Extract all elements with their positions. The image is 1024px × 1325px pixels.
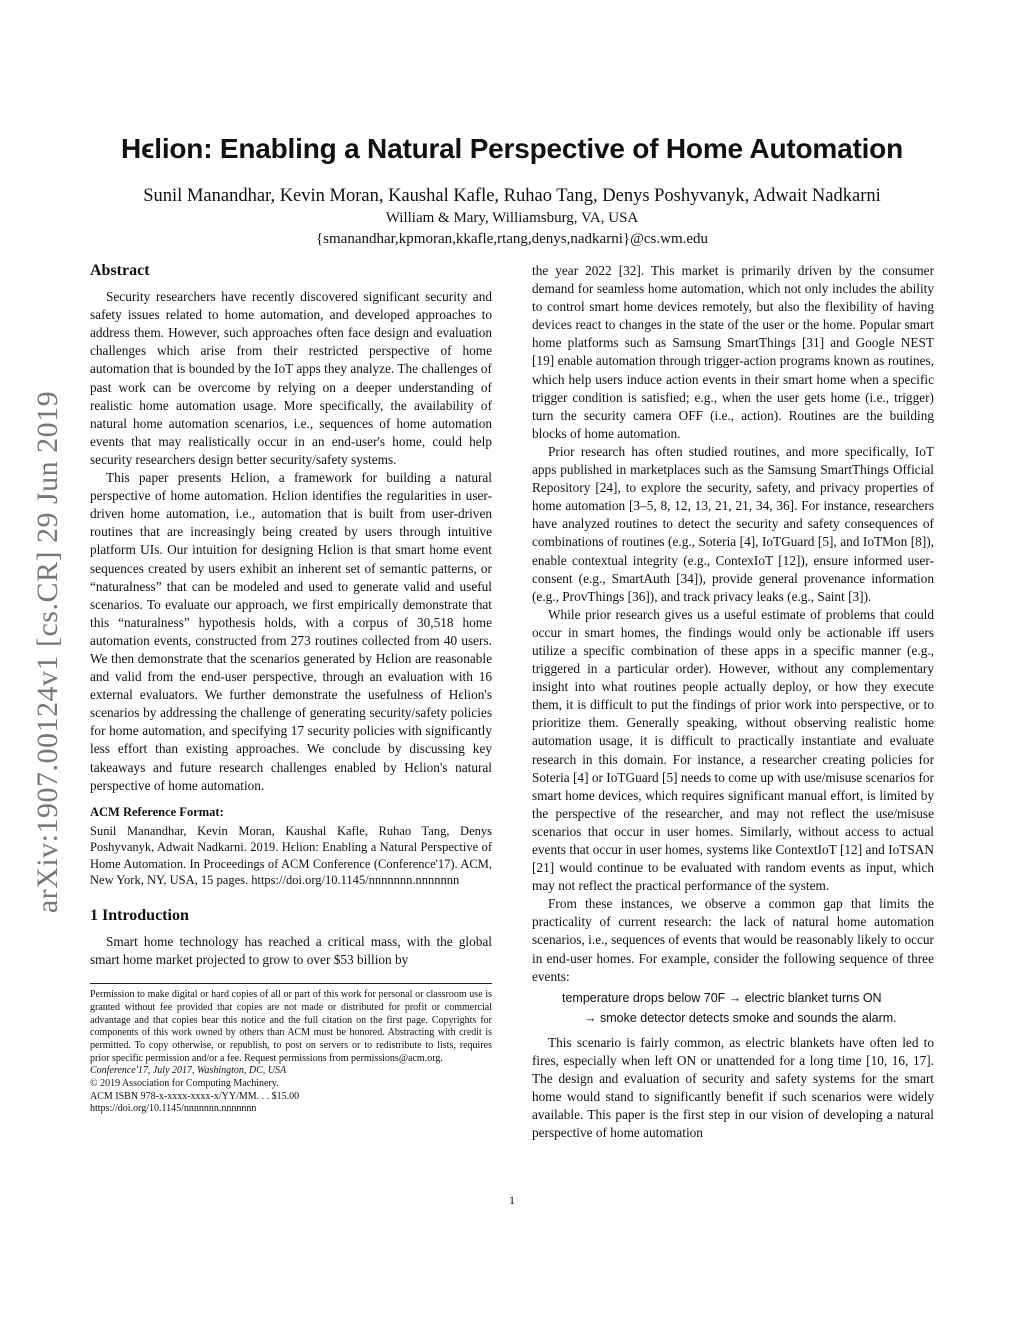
right-column <box>532 262 934 1142</box>
permission-notice: Permission to make digital or hard copies of all or part of this work for personal or classroom use is granted without fee provided that copies are not made or distributed for profit or commercial advantage and that copies bear this notice and the full citation on the first page. Copyrights for components of this work owned by others than ACM must be honored. Abstracting with credit is permitted. To copy otherwise, or republish, to post on servers or to redistribute to lists, requires prior specific permission and/or a fee. Request permissions from permissions@acm.org. <box>90 989 492 1064</box>
introduction-heading: 1 Introduction <box>90 906 189 924</box>
event-sequence-example <box>532 988 934 1028</box>
introduction-paragraph-5: From these instances, we observe a common gap that limits the practicality of current research: the lack of natural home automation scenarios, i.e., sequences of events that would be reasonably likely to occur in end-user homes. For example, consider the following sequence of three events: <box>532 896 934 984</box>
introduction-paragraph-3: Prior research has often studied routines, and more specifically, IoT apps published in marketplaces such as the Samsung SmartThings Official Repository [24], to explore the security, safety, and privacy properties of home automation [3–5, 8, 12, 13, 21, 21, 34, 36]. For instance, researchers have analyzed routines to detect the security and safety consequences of combinations of routines (e.g., Soteria [4], IoTGuard [5], and IoTMon [8]), enable contextual integrity (e.g., ContexIoT [12]), ensure informed user-consent (e.g., SmartAuth [34]), provide general provenance information (e.g., ProvThings [36]), and track privacy leaks (e.g., Saint [3]). <box>532 443 934 604</box>
affiliation: William & Mary, Williamsburg, VA, USA <box>385 210 639 226</box>
acm-reference-text: Sunil Manandhar, Kevin Moran, Kaushal Kafle, Ruhao Tang, Denys Poshyvanyk, Adwait Nadkarni. 2019. Hϵlion: Enabling a Natural Perspective of Home Automation. In Proceedings of ACM Conference (Conference'17). ACM, New York, NY, USA, 15 pages. https://doi.org/10.1145/nnnnnnn.nnnnnnn <box>90 823 492 888</box>
acm-reference-heading: ACM Reference Format: <box>90 804 224 819</box>
conference-line: Conference'17, July 2017, Washington, DC, USA <box>90 1065 287 1077</box>
introduction-paragraph-6: This scenario is fairly common, as electric blankets have often led to fires, especially when left ON or unattended for a long time [10, 16, 17]. The design and evaluation of security and safety systems for the smart home would stand to significantly benefit if such scenarios were widely available. This paper is the first step in our vision of developing a natural perspective of home automation <box>532 1034 934 1141</box>
example-line-1: temperature drops below 70F → electric blanket turns ON <box>562 990 882 1005</box>
introduction-paragraph-2: the year 2022 [32]. This market is primarily driven by the consumer demand for seamless home automation, which not only includes the ability to control smart home devices remotely, but also the flexibility of having devices react to changes in the state of the user or the home. Popular smart home platforms such as Samsung SmartThings [31] and Google NEST [19] enable automation through trigger-action programs known as routines, which help users induce action events in their smart home when a specific trigger condition is satisfied; e.g., when the user gets home (i.e., trigger) turn the security camera OFF (i.e., action). Routines are the building blocks of home automation. <box>532 263 934 441</box>
copyright-footnote <box>90 983 492 1116</box>
copyright-line: © 2019 Association for Computing Machinery. <box>90 1078 279 1090</box>
abstract-paragraph-1: Security researchers have recently discovered significant security and safety issues related to home automation, and developed approaches to address them. However, such approaches often face design and evaluation challenges which arise from their restricted perspective of home automation that is bounded by the IoT apps they analyze. The challenges of past work can be overcome by relying on a deeper understanding of realistic home automation usage. More specifically, the availability of natural home automation scenarios, i.e., sequences of home automation events that may realistically occur in an end-user's home, could help security researchers design better security/safety systems. <box>90 289 492 467</box>
introduction-paragraph-4: While prior research gives us a useful estimate of problems that could occur in smart homes, the findings would only be actionable iff users utilize a specific combination of these apps in a specific manner (e.g., triggered in a particular order). However, without any complementary insight into what routines people actually deploy, or how they execute them, it is difficult to put the findings of prior work into perspective, or to prioritize them. Generally speaking, without observing realistic home automation usage, it is difficult to practically instantiate and evaluate research in this domain. For instance, a researcher creating policies for Soteria [4] or IoTGuard [5] needs to come up with use/misuse scenarios for smart home devices, which requires significant manual effort, is limited by the perspective of the researcher, and may not reflect the use/misuse scenarios that occur in user homes. Similarly, without access to actual events that occur in user homes, systems like ContextIoT [12] and IoTSAN [21] would continue to be evaluated with random events as input, which may not reflect the practical performance of the system. <box>532 606 934 894</box>
arxiv-stamp: arXiv:1907.00124v1 [cs.CR] 29 Jun 2019 <box>31 390 64 914</box>
doi-line: https://doi.org/10.1145/nnnnnnn.nnnnnnn <box>90 1103 257 1115</box>
abstract-heading: Abstract <box>90 262 150 279</box>
left-column <box>90 262 492 1116</box>
introduction-paragraph-1: Smart home technology has reached a critical mass, with the global smart home market projected to grow to over $53 billion by <box>90 933 492 967</box>
abstract-paragraph-2: This paper presents Hϵlion, a framework for building a natural perspective of home automation. Hϵlion identifies the regularities in user-driven home automation, i.e., automation that is built from user-driven routines that are increasingly being created by users through intuitive platform UIs. Our intuition for designing Hϵlion is that smart home event sequences created by users exhibit an inherent set of semantic patterns, or “naturalness” that can be modeled and used to generate valid and useful scenarios. To evaluate our approach, we first empirically demonstrate that this “naturalness” hypothesis holds, with a corpus of 30,518 home automation events, constructed from 273 routines collected from 40 users. We then demonstrate that the scenarios generated by Hϵlion are reasonable and valid from the end-user perspective, through an evaluation with 16 external evaluators. We further demonstrate the usefulness of Hϵlion's scenarios by addressing the challenge of generating security/safety policies for home automation, and specifying 17 security policies with significantly less effort than existing approaches. We conclude by discussing key takeaways and future research challenges enabled by Hϵlion's natural perspective of home automation. <box>90 470 492 793</box>
author-list: Sunil Manandhar, Kevin Moran, Kaushal Kafle, Ruhao Tang, Denys Poshyvanyk, Adwait Nadkarni <box>143 186 881 206</box>
paper-title: Hϵlion: Enabling a Natural Perspective of Home Automation <box>121 133 903 164</box>
page-number: 1 <box>509 1193 515 1207</box>
isbn-line: ACM ISBN 978-x-xxxx-xxxx-x/YY/MM. . . $15.00 <box>90 1090 300 1102</box>
author-emails: {smanandhar,kpmoran,kkafle,rtang,denys,nadkarni}@cs.wm.edu <box>315 231 709 247</box>
example-line-2: → smoke detector detects smoke and sounds the alarm. <box>584 1010 897 1025</box>
